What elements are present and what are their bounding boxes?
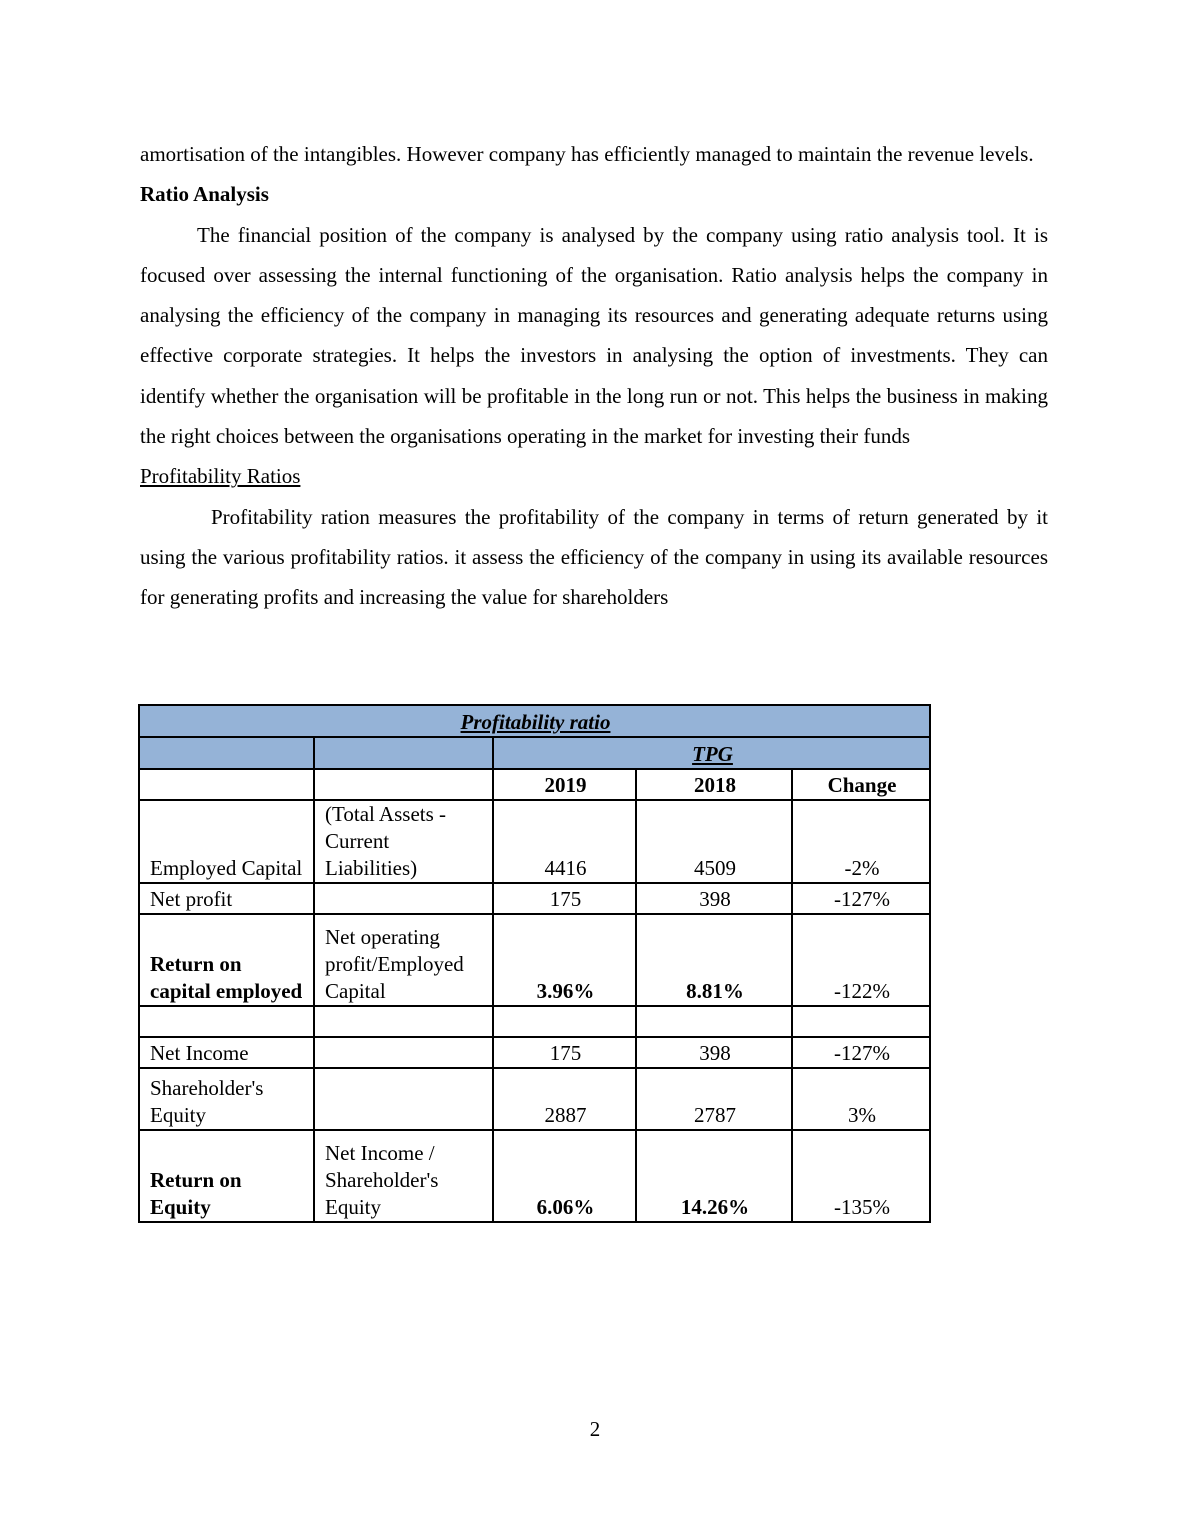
- row-value-2019: 4416: [493, 800, 636, 883]
- row-value-2018: 4509: [636, 800, 792, 883]
- row-formula: Net Income / Shareholder's Equity: [314, 1130, 493, 1222]
- row-label: [139, 1006, 314, 1037]
- table-row: [139, 914, 930, 1006]
- table-row: [139, 800, 930, 883]
- row-label: Return on capital employed: [139, 914, 314, 1006]
- heading-ratio-analysis: Ratio Analysis: [140, 182, 269, 207]
- row-change: -135%: [792, 1130, 930, 1222]
- table-header-empty: [314, 769, 493, 800]
- row-value-2019: 2887: [493, 1068, 636, 1130]
- table-header-row: [139, 769, 930, 800]
- row-label: Net Income: [139, 1037, 314, 1068]
- table-row: [139, 1037, 930, 1068]
- row-formula: [314, 1037, 493, 1068]
- page-number: 2: [589, 1417, 601, 1441]
- table-row: [139, 1130, 930, 1222]
- paragraph-intro: amortisation of the intangibles. However company has efficiently managed to maintain the revenue levels.: [140, 142, 1034, 166]
- row-value-2019: 175: [493, 1037, 636, 1068]
- row-formula: (Total Assets - Current Liabilities): [314, 800, 493, 883]
- table-company: TPG: [493, 737, 930, 769]
- table-header-empty: [139, 769, 314, 800]
- row-label: Net profit: [139, 883, 314, 914]
- paragraph-ratio-analysis: The financial position of the company is analysed by the company using ratio analysis tool. It is focused over assessing the internal functioning of the organisation. Ratio analysis helps the company in analysing the efficiency of the company in managing its resources and generating adequate returns using effective corporate strategies. It helps the investors in analysing the option of investments. They can identify whether the organisation will be profitable in the long run or not. This helps the business in making the right choices between the organisations operating in the market for investing their funds: [140, 222, 1048, 449]
- row-value-2019: 3.96%: [493, 914, 636, 1006]
- paragraph-profitability: Profitability ration measures the profitability of the company in terms of return generated by it using the various profitability ratios. it assess the efficiency of the company in using its available resources for generating profits and increasing the value for shareholders: [140, 504, 1048, 610]
- table-title-row: [139, 705, 930, 737]
- table-company-row: [139, 737, 930, 769]
- row-value-2019: [493, 1006, 636, 1037]
- row-change: -2%: [792, 800, 930, 883]
- row-value-2018: 14.26%: [636, 1130, 792, 1222]
- row-value-2018: 8.81%: [636, 914, 792, 1006]
- column-header-2019: 2019: [493, 769, 636, 800]
- row-change: -127%: [792, 883, 930, 914]
- column-header-2018: 2018: [636, 769, 792, 800]
- table-title: Profitability ratio: [139, 705, 930, 737]
- row-value-2018: 398: [636, 1037, 792, 1068]
- heading-profitability-ratios: Profitability Ratios: [140, 464, 301, 489]
- table-blank-cell: [139, 737, 314, 769]
- row-label: Return on Equity: [139, 1130, 314, 1222]
- table-blank-cell: [314, 737, 493, 769]
- row-formula: [314, 883, 493, 914]
- row-value-2018: 2787: [636, 1068, 792, 1130]
- row-formula: Net operating profit/Employed Capital: [314, 914, 493, 1006]
- row-change: -127%: [792, 1037, 930, 1068]
- row-value-2019: 175: [493, 883, 636, 914]
- row-value-2018: 398: [636, 883, 792, 914]
- row-value-2019: 6.06%: [493, 1130, 636, 1222]
- row-label: Shareholder's Equity: [139, 1068, 314, 1130]
- row-formula: [314, 1068, 493, 1130]
- table-row: [139, 1068, 930, 1130]
- row-change: -122%: [792, 914, 930, 1006]
- column-header-change: Change: [792, 769, 930, 800]
- profitability-ratio-table: [138, 704, 931, 1223]
- table-row: [139, 883, 930, 914]
- row-change: 3%: [792, 1068, 930, 1130]
- table-row: [139, 1006, 930, 1037]
- document-body: [140, 134, 1048, 618]
- row-formula: [314, 1006, 493, 1037]
- row-value-2018: [636, 1006, 792, 1037]
- row-change: [792, 1006, 930, 1037]
- row-label: Employed Capital: [139, 800, 314, 883]
